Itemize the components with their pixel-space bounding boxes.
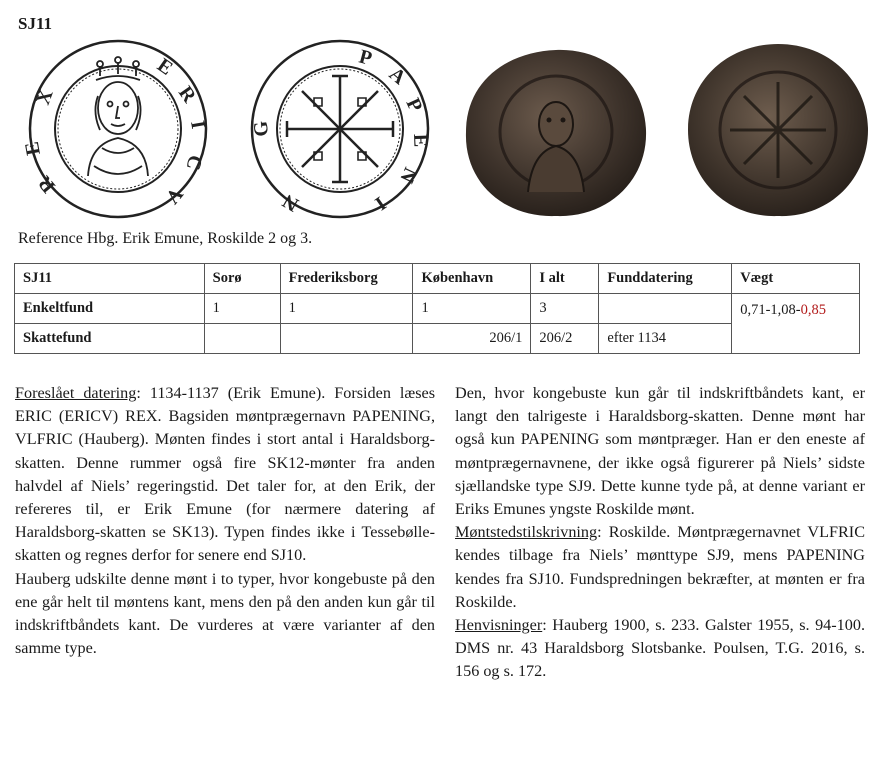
table-cell: 1 [413, 294, 531, 324]
reverse-legend-letter: G [249, 120, 273, 138]
find-table [14, 263, 860, 354]
dating-heading: Foreslået datering [15, 384, 137, 402]
table-cell: 1 [204, 294, 280, 324]
references-heading: Henvisninger [455, 616, 543, 635]
reverse-legend-letter: N [395, 163, 422, 187]
reverse-legend-letter: N [278, 189, 303, 216]
reverse-drawing-image [240, 36, 440, 222]
reverse-legend-letter: A [384, 62, 410, 90]
weight-cell [732, 294, 860, 354]
references-paragraph [455, 614, 865, 684]
obverse-legend-letter: E [20, 139, 45, 157]
table-cell [204, 324, 280, 354]
table-cell: 206/1 [413, 324, 531, 354]
table-header: København [413, 264, 531, 294]
table-header: Frederiksborg [280, 264, 413, 294]
reverse-legend-letter: I [370, 191, 390, 215]
obverse-legend-letter: V [160, 182, 188, 208]
reverse-legend-letter: E [409, 133, 432, 148]
row-label: Skattefund [15, 324, 205, 354]
references-text: : Hauberg 1900, s. 233. Galster 1955, s. 94-100. DMS nr. 43 Haraldsborg Slotsbanke. Poulsen, T.G. 2016, s. 156 og s. 172. [455, 616, 865, 681]
table-cell [280, 324, 413, 354]
dating-text: : 1134-1137 (Erik Emune). Forsiden læses ERIC (ERICV) REX. Bagsiden møntprægernavn PAPENING, VLFRIC (Hauberg). Mønten findes i stort antal i Haraldsborg-skatten. Denne rummer også fire SK12-mønter fra anden halvdel af Niels’ regeringstid. Det taler for, at den Erik, der refereres til, er Erik Emune (for nærmere datering af Haraldsborg-skatten se SK13). Typen findes ikke i Tessebølle-skatten og regnes derfor for senere end SJ10. [15, 384, 435, 565]
obverse-legend-letter: E [153, 54, 177, 80]
table-header: Vægt [732, 264, 860, 294]
table-row [15, 294, 860, 324]
reference-caption: Reference Hbg. Erik Emune, Roskilde 2 og 3. [18, 230, 313, 247]
coin-illustrations [18, 36, 878, 222]
reverse-legend-letter: P [401, 94, 427, 116]
obverse-legend-letter: R [33, 171, 60, 197]
table-header: I alt [531, 264, 599, 294]
obverse-legend-letter: C [181, 152, 207, 173]
mint-text: : Roskilde. Møntprægernavnet VLFRIC kendes tilbage fra Niels’ mønttype SJ9, mens PAPENING kendes fra SJ10. Fundspredningen bekræfter, at mønten er fra Roskilde. [455, 523, 865, 611]
reverse-photo-image [678, 38, 878, 222]
dating-paragraph [15, 382, 435, 568]
obverse-drawing-image [18, 36, 218, 222]
table-cell [599, 294, 732, 324]
obverse-legend-letter: I [186, 119, 210, 131]
right-column [455, 382, 865, 684]
obverse-photo-image [456, 42, 656, 222]
table-cell: 3 [531, 294, 599, 324]
left-column [15, 382, 435, 660]
page-title: SJ11 [18, 14, 53, 33]
table-header-row [15, 264, 860, 294]
hauberg-paragraph: Hauberg udskilte denne mønt i to typer, hvor kongebuste på den ene går helt til møntens kant, mens den på den anden kun går til indskriftbåndets kant. De vurderes at være varianter af den samme type. [15, 569, 435, 658]
variant-paragraph: Den, hvor kongebuste kun går til indskriftbåndets kant, er langt den talrigeste i Haraldsborg-skatten. Denne mønt har også kun PAPENING som møntpræger. Han er den eneste af møntprægernavnene, der ikke også figurerer på Niels’ sidste sjællandske type SJ9. Dette kunne tyde på, at denne variant er Eriks Emunes yngste Roskilde mønt. [455, 384, 865, 519]
mint-heading: Møntstedstilskrivning [455, 523, 598, 542]
table-header: Sorø [204, 264, 280, 294]
table-cell: 206/2 [531, 324, 599, 354]
weight-range: 0,71-1,08- [740, 302, 801, 318]
obverse-legend-letter: X [32, 86, 58, 108]
table-header: SJ11 [15, 264, 205, 294]
weight-highlight: 0,85 [800, 302, 826, 318]
mint-paragraph [455, 521, 865, 614]
obverse-legend-letter: R [173, 82, 201, 107]
table-header: Funddatering [599, 264, 732, 294]
table-cell: efter 1134 [599, 324, 732, 354]
reverse-legend-letter: P [356, 45, 375, 70]
row-label: Enkeltfund [15, 294, 205, 324]
table-cell: 1 [280, 294, 413, 324]
